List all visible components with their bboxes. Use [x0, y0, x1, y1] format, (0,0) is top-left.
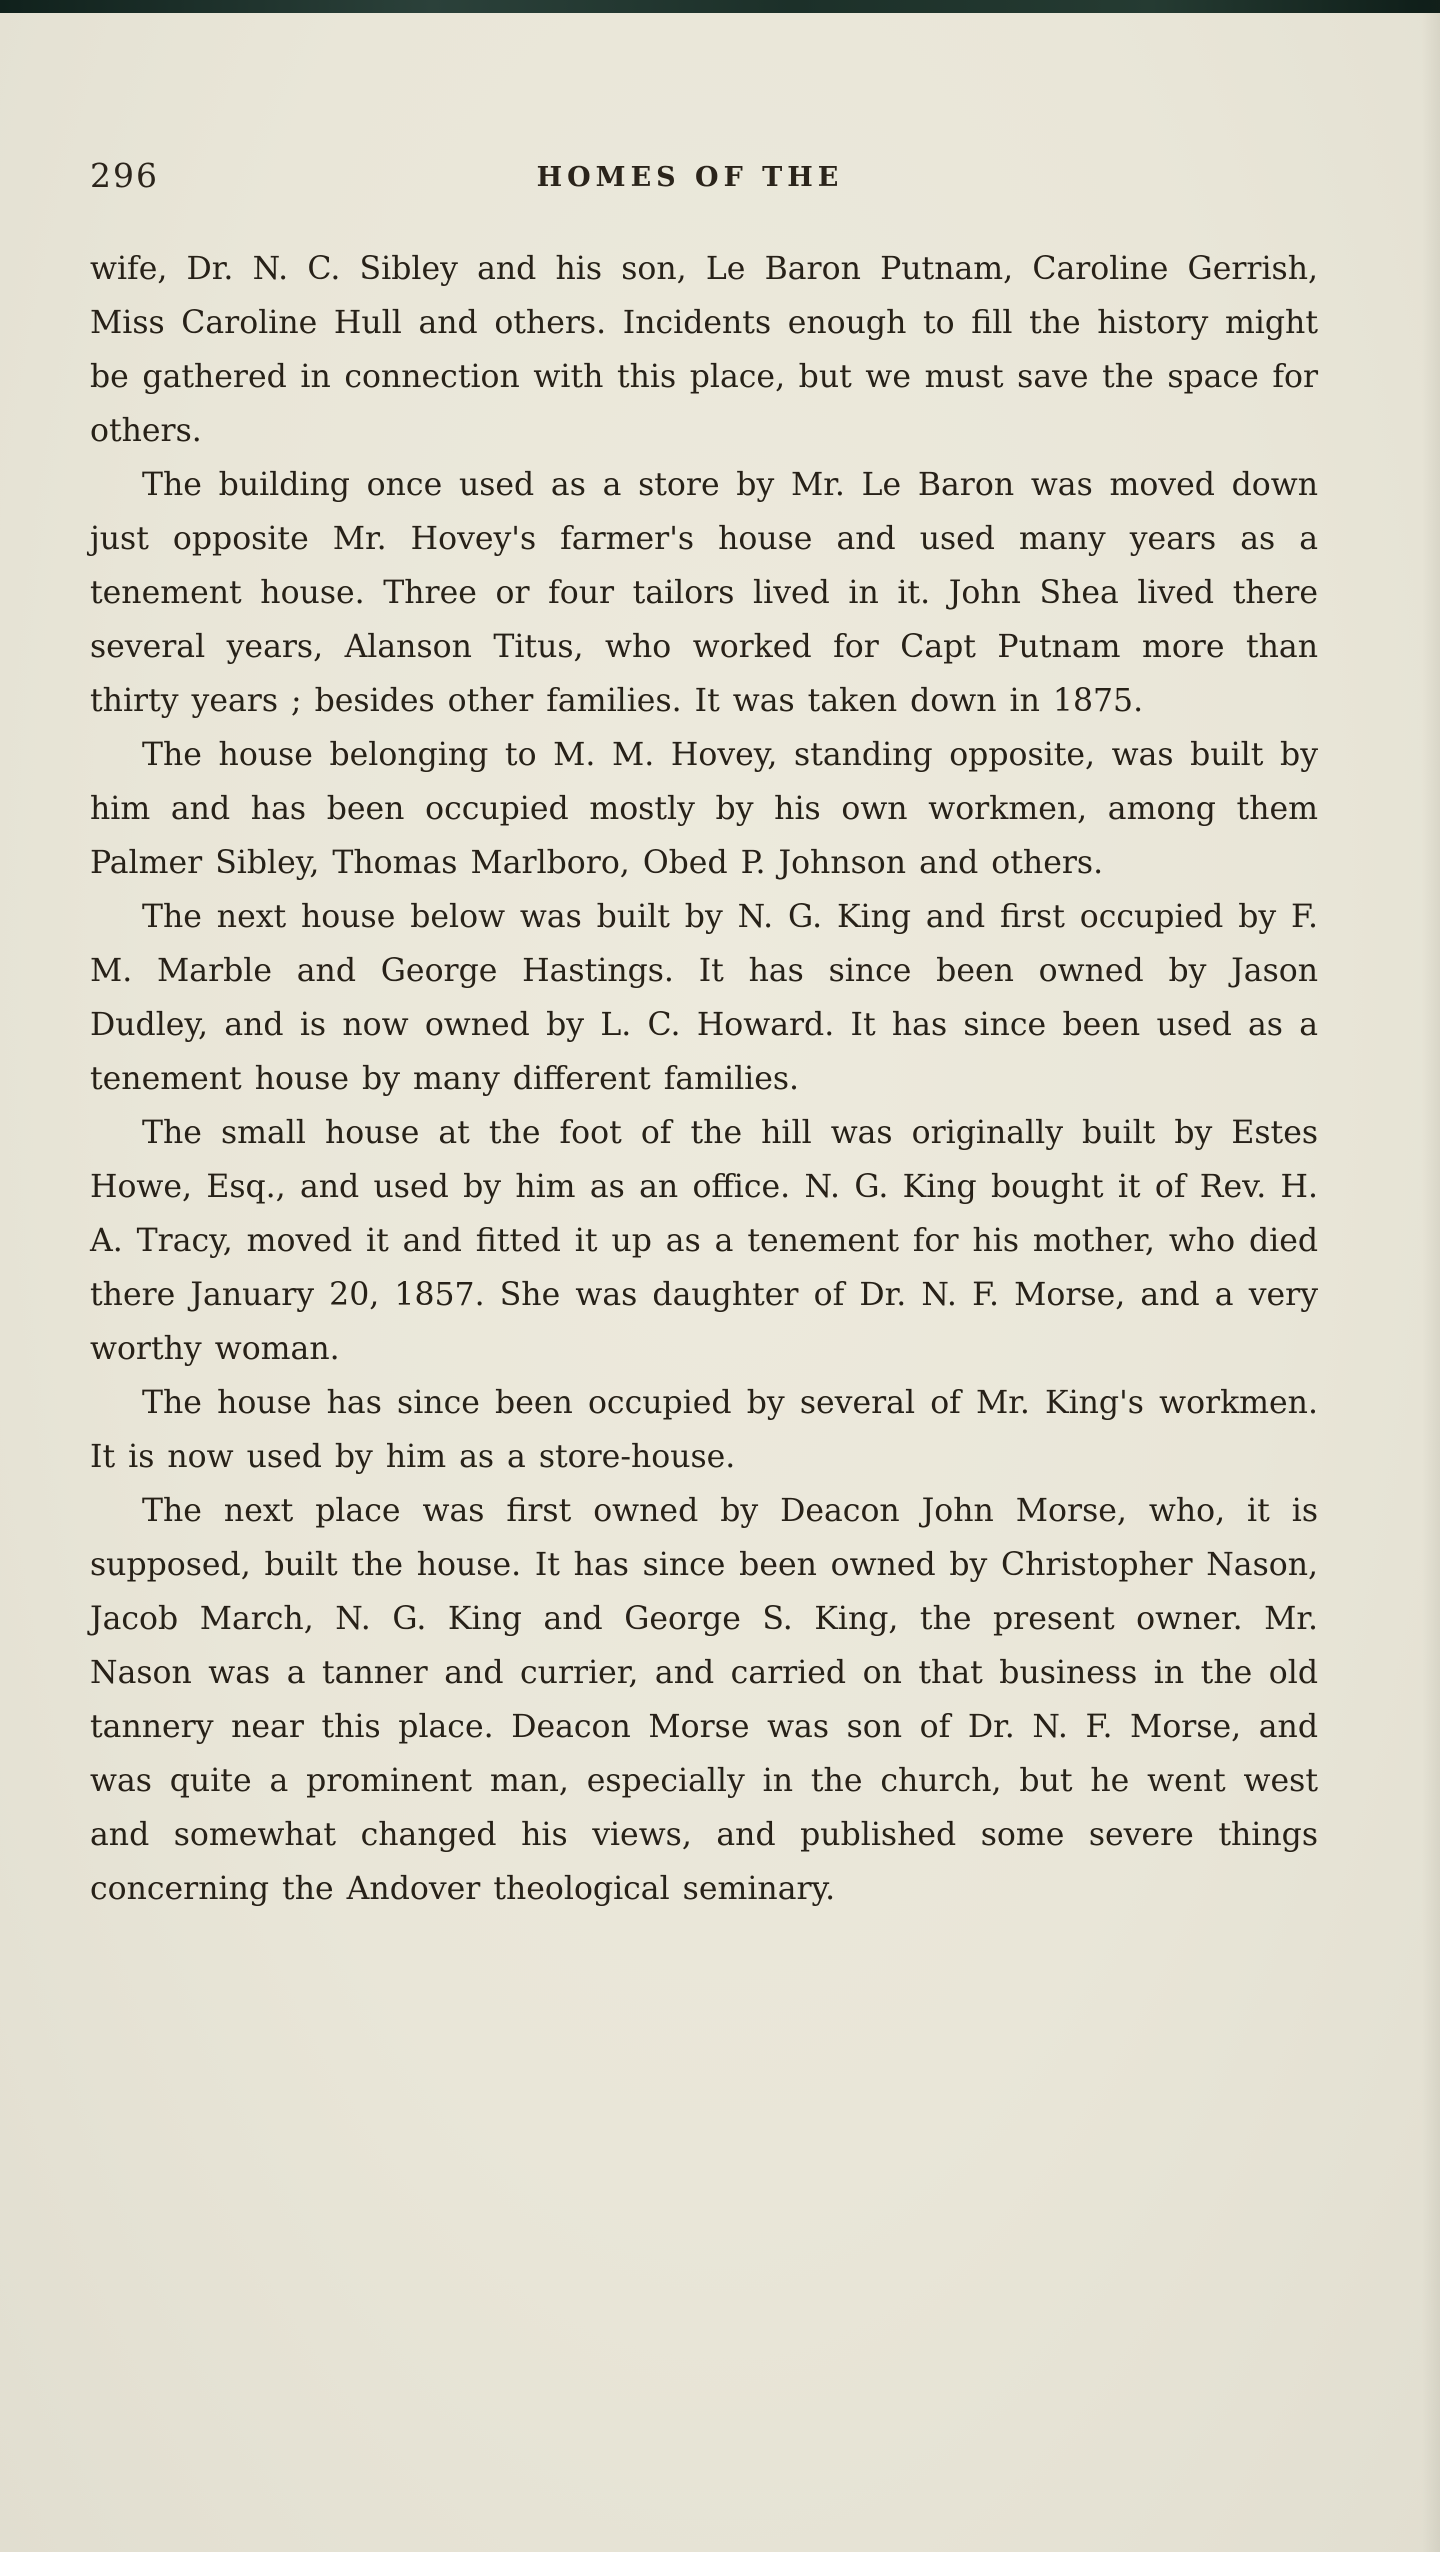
page-body: [90, 242, 1318, 1916]
paragraph: The next place was first owned by Deacon John Morse, who, it is supposed, built the house. It has since been owned by Christopher Nason, Jacob March, N. G. King and George S. King, the present owner. Mr. Nason was a tanner and currier, and carried on that business in the old tannery near this place. Deacon Morse was son of Dr. N. F. Morse, and was quite a prominent man, especially in the church, but he went west and somewhat changed his views, and published some severe things concerning the Andover theological seminary.: [90, 1493, 1318, 1907]
paragraph: The house belonging to M. M. Hovey, standing opposite, was built by him and has been occupied mostly by his own workmen, among them Palmer Sibley, Thomas Marlboro, Obed P. Johnson and others.: [90, 737, 1318, 881]
paragraph: The small house at the foot of the hill was originally built by Estes Howe, Esq., and used by him as an office. N. G. King bought it of Rev. H. A. Tracy, moved it and fitted it up as a tenement for his mother, who died there January 20, 1857. She was daughter of Dr. N. F. Morse, and a very worthy woman.: [90, 1115, 1318, 1367]
paragraph: wife, Dr. N. C. Sibley and his son, Le Baron Putnam, Caroline Gerrish, Miss Caroline Hull and others. Incidents enough to fill the history might be gathered in connection with this place, but we must save the space for others.: [90, 251, 1318, 449]
paragraph: The building once used as a store by Mr. Le Baron was moved down just opposite Mr. Hovey's farmer's house and used many years as a tenement house. Three or four tailors lived in it. John Shea lived there several years, Alanson Titus, who worked for Capt Putnam more than thirty years ; besides other families. It was taken down in 1875.: [90, 467, 1318, 719]
scan-shadow-right: [1422, 0, 1440, 2552]
scan-edge-top: [0, 0, 1440, 13]
page-number: 296: [90, 156, 159, 195]
page-header: [90, 152, 1320, 204]
paragraph: The next house below was built by N. G. King and first occupied by F. M. Marble and George Hastings. It has since been owned by Jason Dudley, and is now owned by L. C. Howard. It has since been used as a tenement house by many different families.: [90, 899, 1318, 1097]
running-title: HOMES OF THE: [536, 162, 844, 193]
paragraph: The house has since been occupied by several of Mr. King's workmen. It is now used by him as a store-house.: [90, 1385, 1318, 1475]
